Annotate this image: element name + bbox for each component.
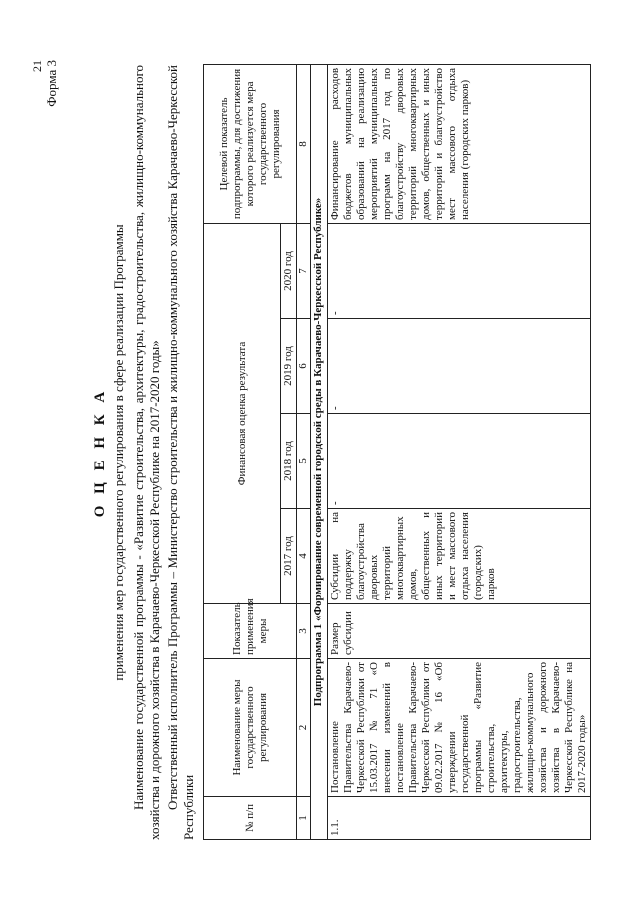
column-number: 6 <box>297 319 311 414</box>
column-number: 7 <box>297 223 311 318</box>
column-number: 5 <box>297 414 311 509</box>
header-year-2019: 2019 год <box>281 319 297 414</box>
header-year-2020: 2020 год <box>281 223 297 318</box>
program-name-line: Наименование государственной программы - «Развитие строительства, архитектуры, градостроительства, жилищно-коммунального хозяйства и дорожного хозяйства в Карачаево-Черкесской Республике на 2017-2020 годы» <box>131 65 162 840</box>
row-value-2018: - <box>328 414 591 509</box>
header-target-indicator: Целевой показатель подпрограммы, для достижения которого реализуется мера государственного регулирования <box>204 64 297 223</box>
assessment-table <box>203 64 591 840</box>
header-year-2018: 2018 год <box>281 414 297 509</box>
page-number: 21 <box>30 60 44 72</box>
document-title: О Ц Е Н К А <box>92 387 108 518</box>
row-num: 1.1. <box>328 797 591 840</box>
column-number: 2 <box>297 659 311 797</box>
header-indicator: Показатель применения меры <box>204 604 297 659</box>
form-label: Форма 3 <box>44 60 59 107</box>
row-value-2020: - <box>328 223 591 318</box>
table-header-row <box>204 64 281 839</box>
row-value-2019: - <box>328 319 591 414</box>
column-number: 3 <box>297 604 311 659</box>
document-subtitle: применения мер государственного регулирования в сфере реализации Программы <box>111 224 126 681</box>
header-measure-name: Наименование меры государственного регулирования <box>204 659 297 797</box>
subprogram-row <box>311 64 328 839</box>
column-number-row <box>297 64 311 839</box>
row-indicator: Размер субсидии <box>328 604 591 659</box>
subprogram-title: Подпрограмма 1 «Формирование современной городской среды в Карачаево-Черкесской Республике» <box>311 64 328 839</box>
column-number: 1 <box>297 797 311 840</box>
row-target: Финансирование расходов бюджетов муниципальных образований на реализацию мероприятий муниципальных программ на 2017 год по благоустройству дворовых территорий многоквартирных домов, общественных и иных территорий и благоустройство мест массового отдыха населения (городских парков) <box>328 64 591 223</box>
column-number: 8 <box>297 64 311 223</box>
header-num: № п/п <box>204 797 297 840</box>
row-measure: Постановление Правительства Карачаево-Черкесской Республики от 15.03.2017 № 71 «О внесении изменений в постановление Правительства Карачаево-Черкесской Республики от 09.02.2017 № 16 «Об утверждении государственной программы «Развитие строительства, архитектуры, градостроительства, жилищно-коммунального хозяйства и дорожного хозяйства в Карачаево-Черкесской Республике на 2017-2020 годы» <box>328 659 591 797</box>
executor-line: Ответственный исполнитель Программы – Министерство строительства и жилищно-коммунального хозяйства Карачаево-Черкесской Республики <box>165 65 196 840</box>
header-financial-assessment: Финансовая оценка результата <box>204 223 281 603</box>
row-value-2017: Субсидии на поддержку благоустройства дворовых территорий многоквартирных домов, общественных и иных территорий и мест массового отдыха населения (городских) парков <box>328 509 591 604</box>
table-row <box>328 64 591 839</box>
column-number: 4 <box>297 509 311 604</box>
header-year-2017: 2017 год <box>281 509 297 604</box>
